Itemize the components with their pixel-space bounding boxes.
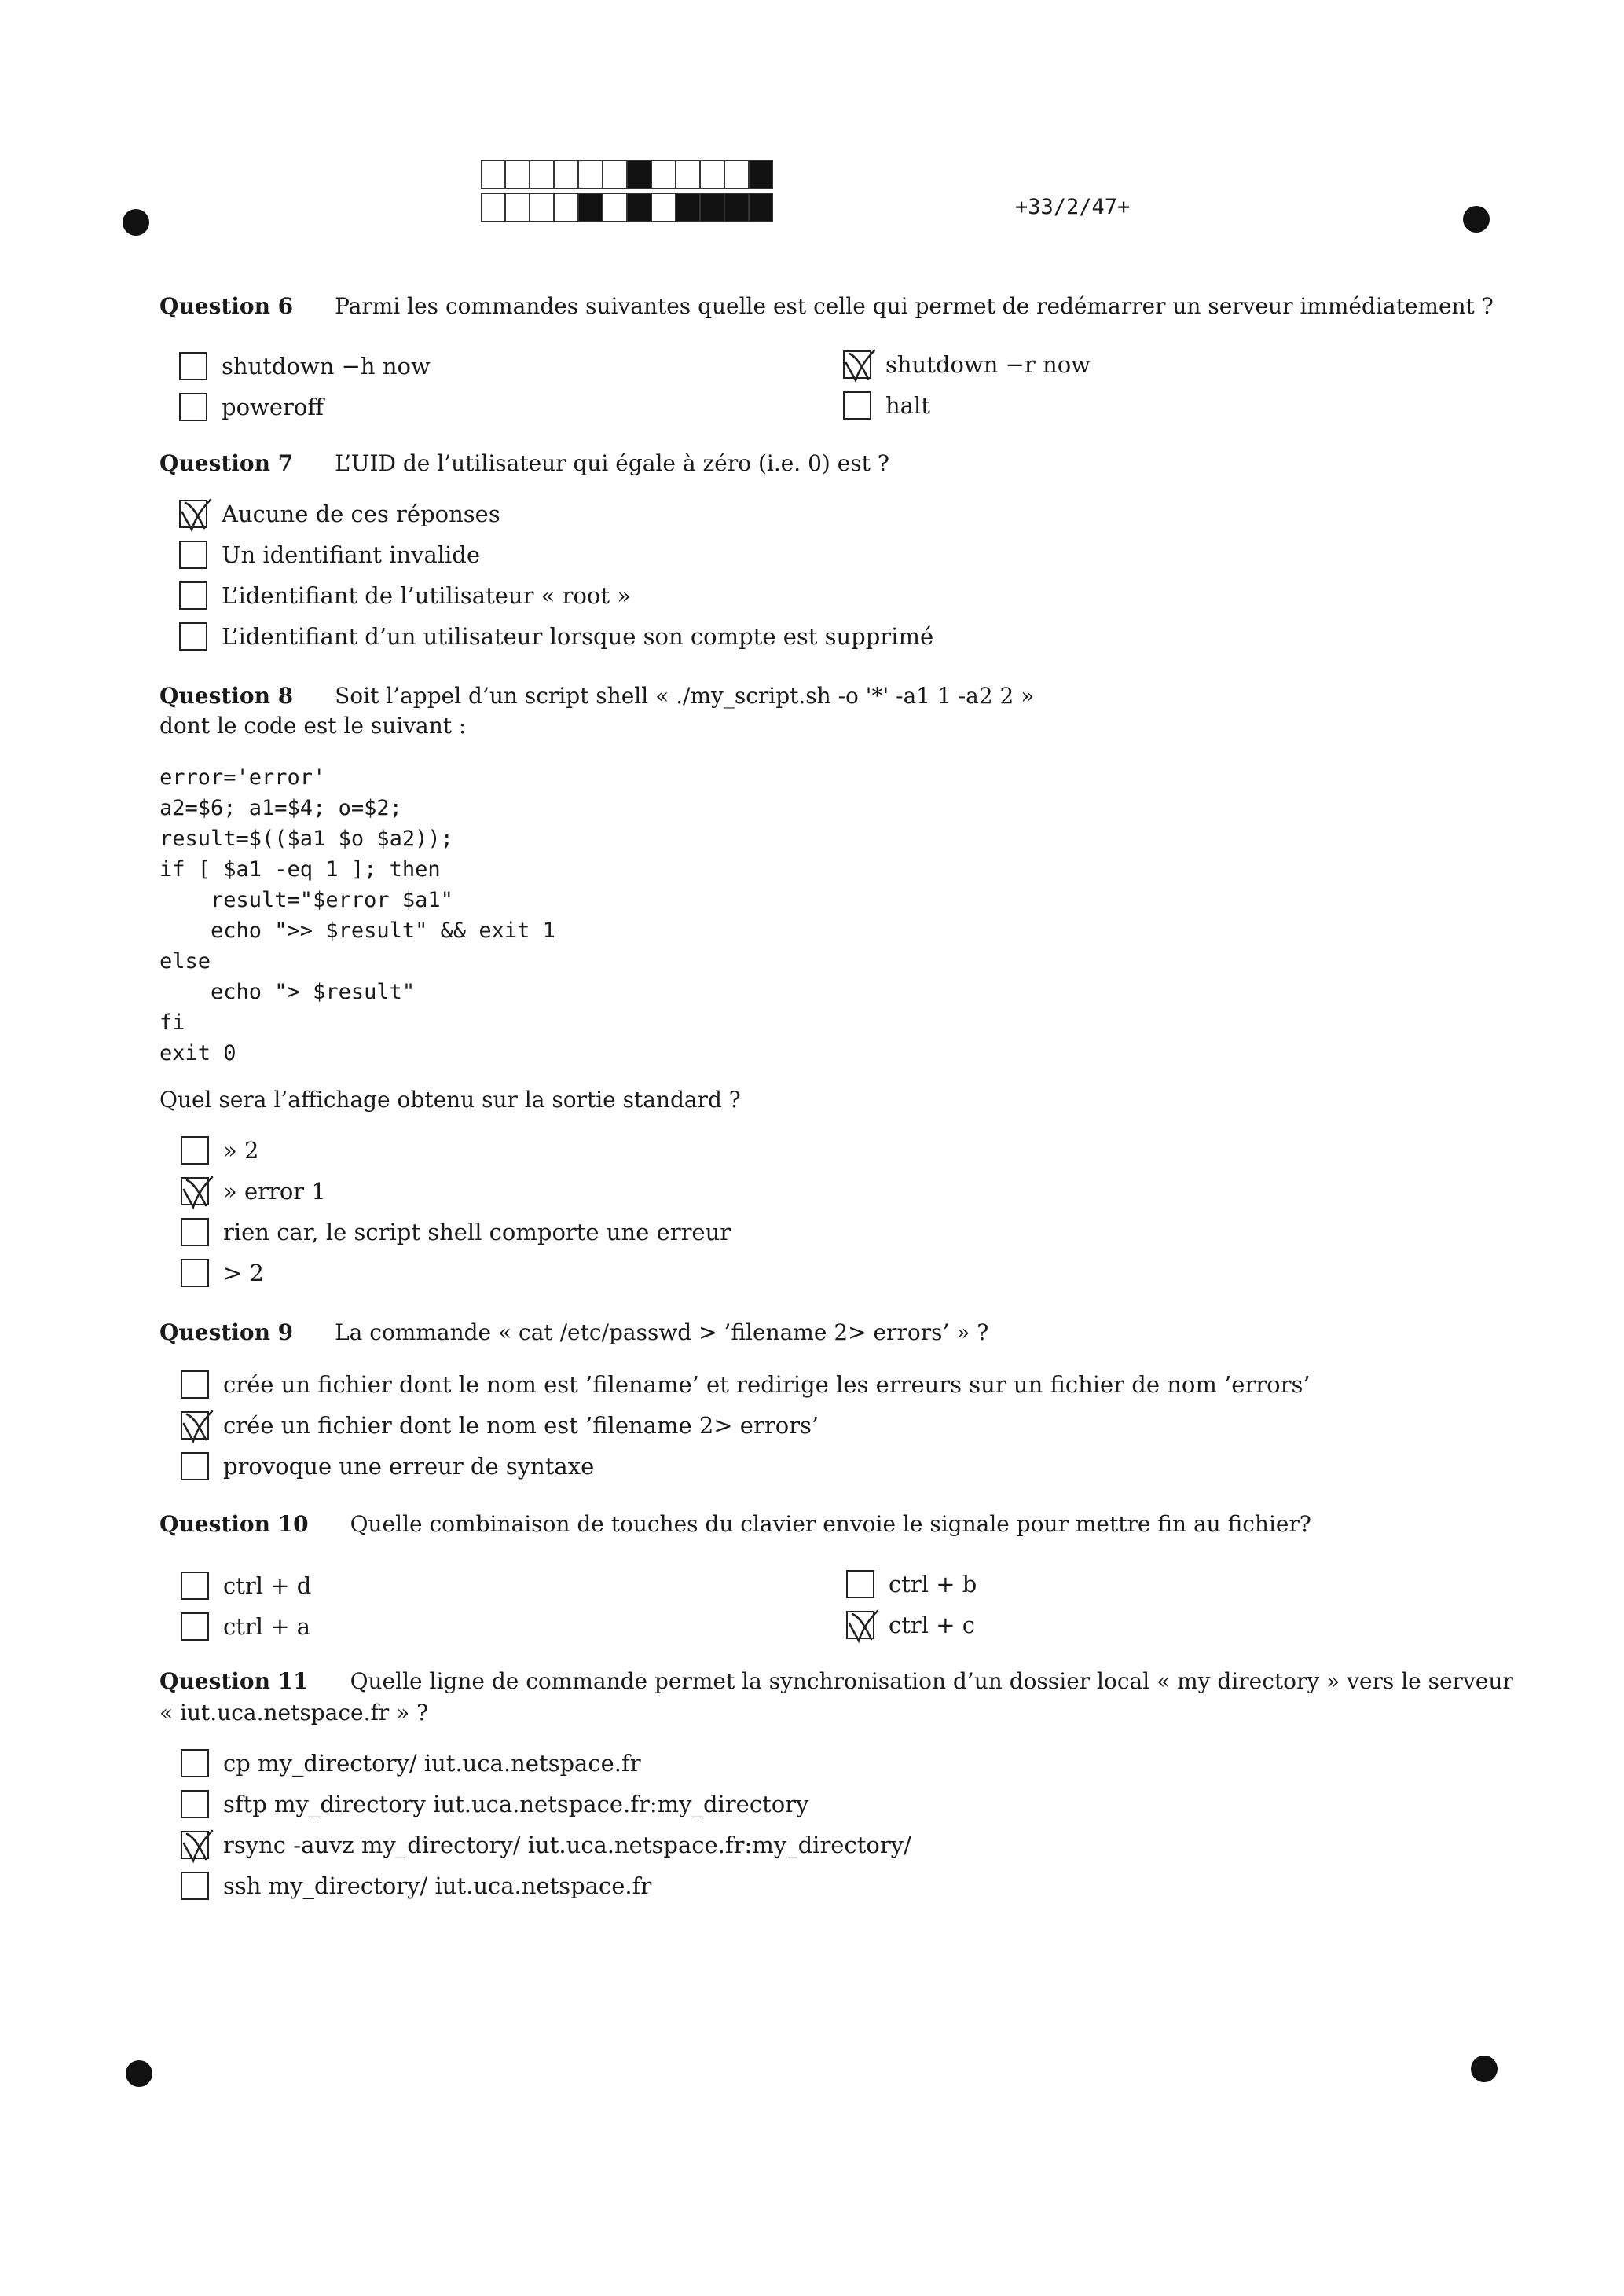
question-number: Question 8 [159,683,294,709]
checkbox[interactable] [843,391,871,420]
checkbox[interactable] [181,1790,209,1818]
checkbox[interactable] [179,500,207,528]
option-label: cp my_directory/ iut.uca.netspace.fr [223,1750,641,1777]
barcode-cell [627,193,651,222]
option-label: rien car, le script shell comporte une erreur [223,1219,731,1245]
barcode-cell [676,193,700,222]
checkbox[interactable] [181,1177,209,1205]
answer-option[interactable] [179,581,631,610]
barcode-cell [530,160,554,189]
checkbox[interactable] [179,352,207,380]
checkbox[interactable] [181,1411,209,1440]
question-6 [159,291,1494,322]
option-label: rsync -auvz my_directory/ iut.uca.netspace.fr:my_directory/ [223,1832,911,1858]
option-label: shutdown −r now [885,351,1091,378]
barcode-cell [749,193,773,222]
handwritten-check-mark [841,1606,882,1647]
barcode-cell [554,193,578,222]
checkbox[interactable] [181,1452,209,1480]
barcode-cell [651,160,676,189]
barcode-cell [481,160,505,189]
answer-option[interactable] [181,1572,311,1600]
answer-option[interactable] [181,1831,911,1859]
barcode-cell [724,193,749,222]
barcode-cell [676,160,700,189]
checkbox[interactable] [181,1872,209,1900]
answer-option[interactable] [843,391,930,420]
option-label: L’identifiant de l’utilisateur « root » [222,582,632,609]
answer-option[interactable] [181,1259,264,1287]
answer-option[interactable] [181,1612,310,1641]
question-text: Parmi les commandes suivantes quelle est celle qui permet de redémarrer un serveur immédiatement ? [335,293,1494,319]
question-9 [159,1317,988,1348]
barcode-cell [505,160,530,189]
registration-mark-top-right [1463,206,1490,233]
registration-mark-top-left [123,209,149,236]
barcode-cell [700,160,724,189]
page-code: +33/2/47+ [1015,195,1131,219]
question-text: Quelle combinaison de touches du clavier envoie le signale pour mettre fin au fichier? [350,1511,1311,1537]
answer-option[interactable] [181,1790,808,1818]
option-label: ctrl + d [223,1572,312,1599]
option-label: poweroff [222,394,324,420]
question-number: Question 6 [159,293,294,319]
barcode-row [481,160,773,190]
question-text: Quelle ligne de commande permet la synchronisation d’un dossier local « my directory » vers le serveur [350,1668,1513,1694]
answer-option[interactable] [179,393,324,421]
option-label: » 2 [223,1137,259,1164]
answer-option[interactable] [181,1218,731,1246]
barcode-cell [481,193,505,222]
handwritten-check-mark [838,346,879,387]
checkbox[interactable] [181,1831,209,1859]
checkbox[interactable] [181,1370,209,1399]
option-label: » error 1 [223,1178,326,1205]
barcode-cell [651,193,676,222]
checkbox[interactable] [846,1611,874,1639]
barcode-cell [724,160,749,189]
option-label: sftp my_directory iut.uca.netspace.fr:my_directory [223,1791,809,1817]
shell-script-code: error='error' a2=$6; a1=$4; o=$2; result=$(($a1 $o $a2)); if [ $a1 -eq 1 ]; then result="$error $a1" echo ">> $result" && exit 1 else echo "> $result" fi exit 0 [159,765,555,1065]
checkbox[interactable] [181,1259,209,1287]
answer-option[interactable] [181,1749,641,1777]
handwritten-check-mark [176,1407,217,1447]
answer-option[interactable] [181,1411,819,1440]
answer-option[interactable] [179,622,933,651]
barcode-cell [578,193,603,222]
option-label: crée un fichier dont le nom est ’filename’ et redirige les erreurs sur un fichier de nom ’errors’ [223,1371,1311,1398]
question-number: Question 9 [159,1319,294,1345]
answer-option[interactable] [181,1136,258,1165]
question-11 [159,1666,1513,1697]
checkbox[interactable] [179,581,207,610]
option-label: Aucune de ces réponses [222,501,500,527]
option-label: crée un fichier dont le nom est ’filename 2> errors’ [223,1412,819,1439]
barcode-cell [505,193,530,222]
question-text: Soit l’appel d’un script shell « ./my_script.sh -o '*' -a1 1 -a2 2 » [335,683,1035,709]
option-label: ctrl + c [889,1612,976,1638]
registration-mark-bottom-left [126,2060,152,2087]
page-barcode [481,160,773,226]
barcode-cell [603,193,627,222]
handwritten-check-mark [176,1172,217,1213]
barcode-cell [627,160,651,189]
answer-option[interactable] [179,352,431,380]
question-text-continued: « iut.uca.netspace.fr » ? [159,1700,429,1726]
question-number: Question 10 [159,1511,309,1537]
question-text: La commande « cat /etc/passwd > ’filename 2> errors’ » ? [335,1319,989,1345]
answer-option[interactable] [179,541,480,569]
handwritten-check-mark [176,1826,217,1867]
barcode-cell [749,160,773,189]
answer-option[interactable] [179,500,500,528]
barcode-cell [554,160,578,189]
checkbox[interactable] [846,1570,874,1598]
handwritten-check-mark [174,495,215,536]
checkbox[interactable] [179,541,207,569]
question-number: Question 11 [159,1668,309,1694]
barcode-cell [603,160,627,189]
barcode-cell [578,160,603,189]
checkbox[interactable] [181,1136,209,1165]
checkbox[interactable] [181,1612,209,1641]
question-10 [159,1509,1311,1540]
answer-option[interactable] [181,1177,326,1205]
option-label: provoque une erreur de syntaxe [223,1453,595,1480]
answer-option[interactable] [843,350,1091,379]
option-label: ssh my_directory/ iut.uca.netspace.fr [223,1872,652,1899]
question-8 [159,680,1034,712]
checkbox[interactable] [181,1749,209,1777]
checkbox[interactable] [179,622,207,651]
checkbox[interactable] [843,350,871,379]
checkbox[interactable] [179,393,207,421]
option-label: L’identifiant d’un utilisateur lorsque son compte est supprimé [222,623,934,650]
answer-option[interactable] [181,1370,1311,1399]
question-text-continued: dont le code est le suivant : [159,713,467,739]
question-number: Question 7 [159,450,294,476]
barcode-cell [530,193,554,222]
option-label: ctrl + b [889,1571,977,1597]
option-label: shutdown −h now [222,353,431,380]
answer-option[interactable] [181,1872,651,1900]
question-7 [159,448,889,479]
question-prompt: Quel sera l’affichage obtenu sur la sortie standard ? [159,1087,741,1113]
answer-option[interactable] [846,1570,977,1598]
answer-option[interactable] [181,1452,594,1480]
answer-option[interactable] [846,1611,975,1639]
checkbox[interactable] [181,1572,209,1600]
barcode-row [481,193,773,223]
registration-mark-bottom-right [1471,2056,1498,2082]
checkbox[interactable] [181,1218,209,1246]
barcode-cell [700,193,724,222]
option-label: > 2 [223,1260,264,1286]
question-text: L’UID de l’utilisateur qui égale à zéro (i.e. 0) est ? [335,450,889,476]
option-label: ctrl + a [223,1613,311,1640]
option-label: Un identifiant invalide [222,541,481,568]
option-label: halt [885,392,930,419]
